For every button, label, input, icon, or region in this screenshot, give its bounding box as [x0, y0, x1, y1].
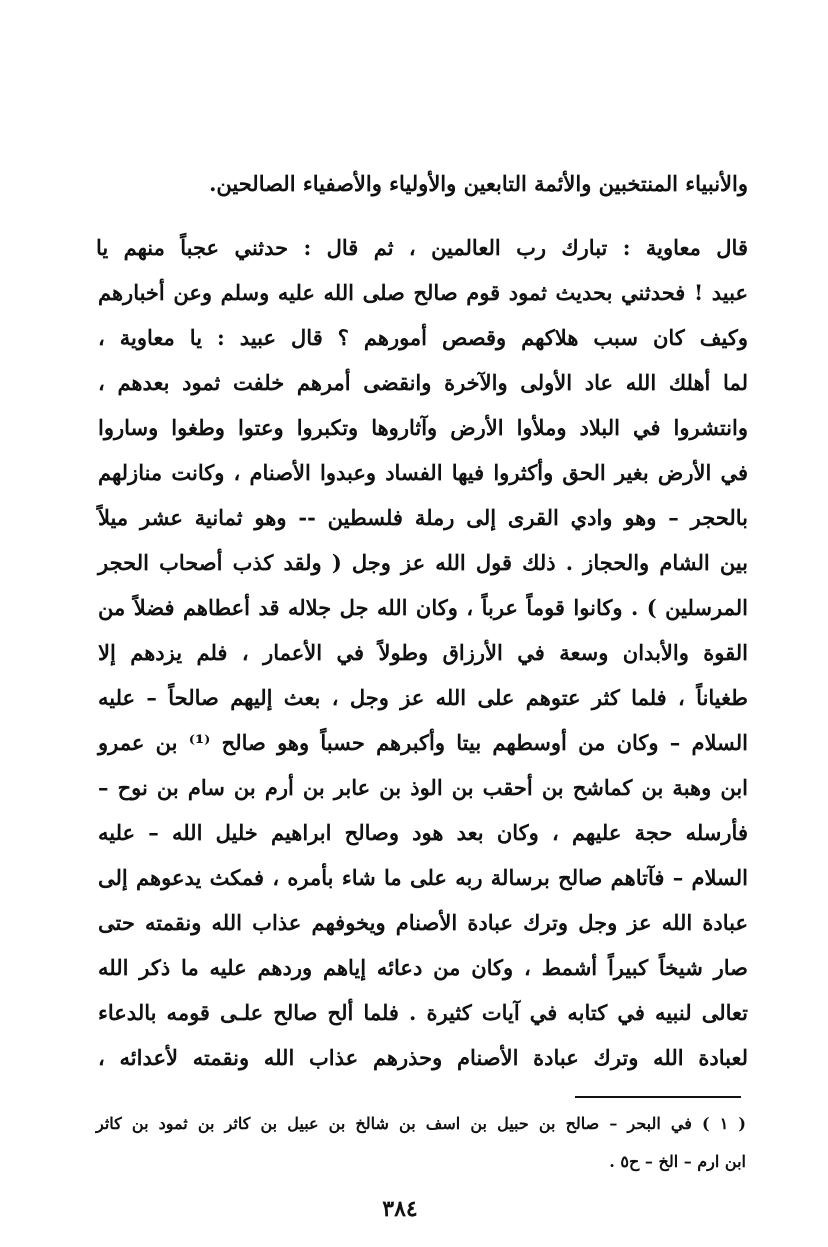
- body-line-18: تعالى لنبيه في كتابه في آيات كثيرة . فلما ألح صالح علـى قومه بالدعاء: [98, 1000, 748, 1025]
- body-line-5: وانتشروا في البلاد وملأوا الأرض وآثاروها وتكبروا وعتوا وطغوا وساروا: [98, 415, 748, 440]
- body-line-11: طغياناً ، فلما كثر عتوهم على الله عز وجل ، بعث إليهم صالحاً – عليه: [98, 685, 748, 710]
- body-line-19: لعبادة الله وترك عبادة الأصنام وحذرهم عذاب الله ونقمته لأعدائه ،: [98, 1045, 748, 1070]
- body-line-2: عبيد ! فحدثني بحديث ثمود قوم صالح صلى الله عليه وسلم وعن أخبارهم: [98, 280, 748, 305]
- footnote-separator: [575, 1096, 741, 1098]
- body-line-12: السلام – وكان من أوسطهم بيتا وأكبرهم حسباً وهو صالح ⁽¹⁾ بن عمرو: [98, 730, 749, 755]
- body-line-8: بين الشام والحجاز . ذلك قول الله عز وجل ( ولقد كذب أصحاب الحجر: [98, 550, 748, 575]
- body-line-17: صار شيخاً كبيراً أشمط ، وكان من دعائه إياهم وردهم عليه ما ذكر الله: [98, 955, 748, 980]
- body-line-7: بالحجر – وهو وادي القرى إلى رملة فلسطين -- وهو ثمانية عشر ميلاً: [98, 505, 748, 530]
- footnote-line-1: ( ١ ) في البحر – صالح بن حبيل بن اسف بن شالخ بن عبيل بن كاثر بن ثمود بن كاثر: [96, 1114, 747, 1133]
- body-line-16: عبادة الله عز وجل وترك عبادة الأصنام ويخوفهم عذاب الله ونقمته حتى: [98, 910, 748, 935]
- body-line-3: وكيف كان سبب هلاكهم وقصص أمورهم ؟ قال عبيد : يا معاوية ،: [98, 325, 748, 350]
- body-line-9: المرسلين ) . وكانوا قوماً عرباً ، وكان الله جل جلاله قد أعطاهم فضلاً من: [98, 595, 748, 620]
- body-line-14: فأرسله حجة عليهم ، وكان بعد هود وصالح ابراهيم خليل الله – عليه: [98, 820, 748, 845]
- footnote-line-2: ابن ارم – الخ – ح٥ .: [609, 1152, 746, 1171]
- body-line-15: السلام – فآتاهم صالح برسالة ربه على ما شاء بأمره ، فمكث يدعوهم إلى: [98, 865, 748, 890]
- body-line-10: القوة والأبدان وسعة في الأرزاق وطولاً في الأعمار ، فلم يزدهم إلا: [98, 640, 748, 665]
- opening-line: والأنبياء المنتخبين والأئمة التابعين والأولياء والأصفياء الصالحين.: [209, 171, 748, 196]
- body-line-13: ابن وهبة بن كماشح بن أحقب بن الوذ بن عابر بن أرم بن سام بن نوح –: [98, 775, 748, 800]
- body-line-1: قال معاوية : تبارك رب العالمين ، ثم قال : حدثني عجباً منهم يا: [96, 235, 748, 260]
- page-number: ٣٨٤: [382, 1196, 418, 1222]
- body-line-6: في الأرض بغير الحق وأكثروا فيها الفساد وعبدوا الأصنام ، وكانت منازلهم: [98, 460, 748, 485]
- body-line-4: لما أهلك الله عاد الأولى والآخرة وانقضى أمرهم خلفت ثمود بعدهم ،: [98, 370, 748, 395]
